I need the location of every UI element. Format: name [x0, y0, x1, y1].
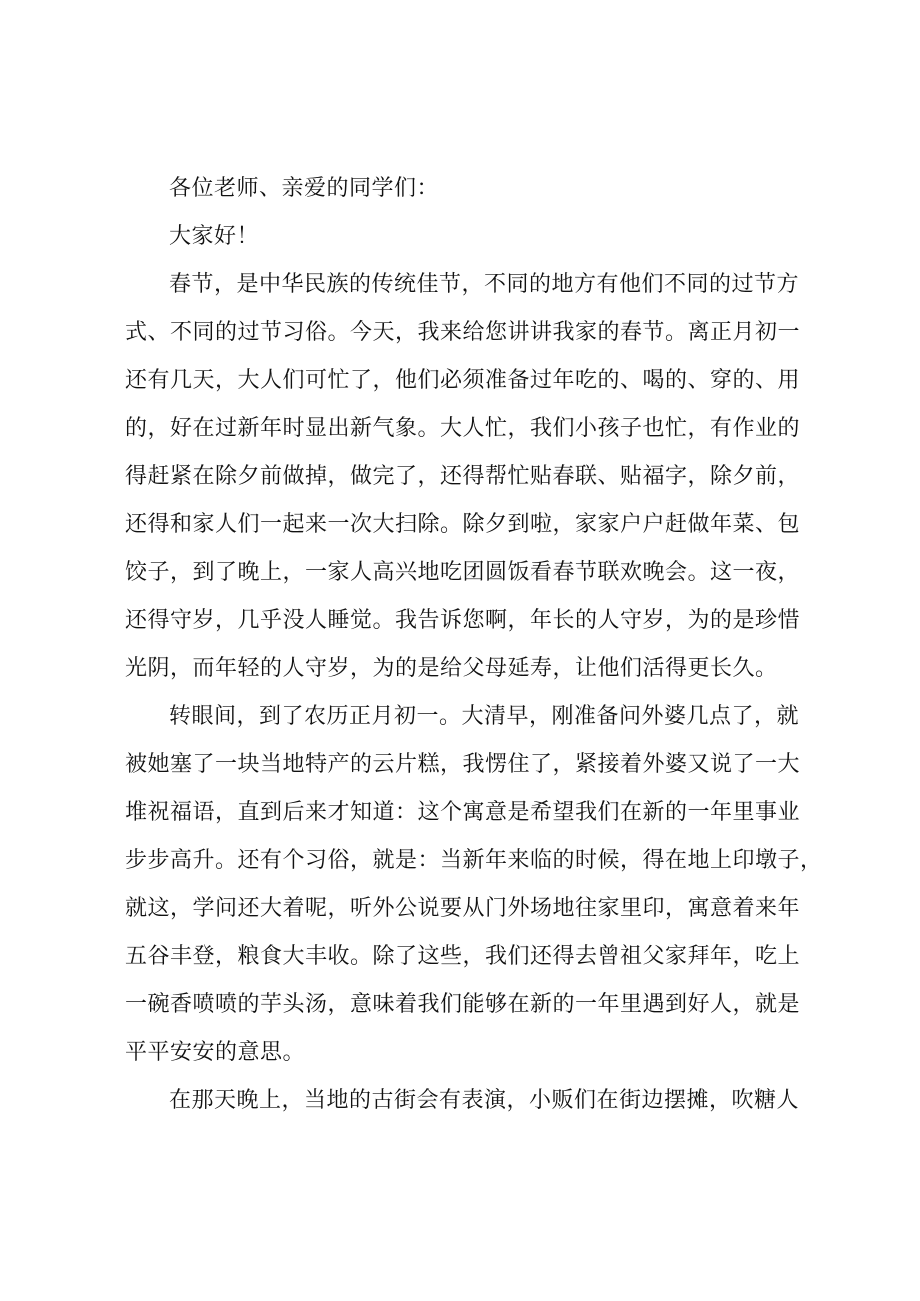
greeting-line: 各位老师、亲爱的同学们：: [169, 176, 440, 201]
paragraph-2-line: 堆祝福语，直到后来才知道：这个寓意是希望我们在新的一年里事业: [125, 800, 801, 825]
paragraph-2-line: 被她塞了一块当地特产的云片糕，我愣住了，紧接着外婆又说了一大: [125, 752, 801, 777]
paragraph-2-line: 步步高升。还有个习俗，就是：当新年来临的时候，得在地上印墩子，: [125, 848, 823, 873]
paragraph-1-line: 式、不同的过节习俗。今天，我来给您讲讲我家的春节。离正月初一: [125, 320, 801, 345]
paragraph-2-line: 五谷丰登，粮食大丰收。除了这些，我们还得去曾祖父家拜年，吃上: [125, 944, 801, 969]
paragraph-1-line: 的，好在过新年时显出新气象。大人忙，我们小孩子也忙，有作业的: [125, 416, 801, 441]
paragraph-2-line: 一碗香喷喷的芋头汤，意味着我们能够在新的一年里遇到好人，就是: [125, 992, 801, 1017]
paragraph-2-line: 转眼间，到了农历正月初一。大清早，刚准备问外婆几点了，就: [169, 704, 800, 729]
paragraph-1-line: 还得守岁，几乎没人睡觉。我告诉您啊，年长的人守岁，为的是珍惜: [125, 608, 801, 633]
paragraph-1-line: 还得和家人们一起来一次大扫除。除夕到啦，家家户户赶做年菜、包: [125, 512, 801, 537]
paragraph-1-line: 光阴，而年轻的人守岁，为的是给父母延寿，让他们活得更长久。: [125, 656, 778, 681]
paragraph-1-line: 得赶紧在除夕前做掉，做完了，还得帮忙贴春联、贴福字，除夕前，: [125, 464, 801, 489]
paragraph-1-line: 春节，是中华民族的传统佳节，不同的地方有他们不同的过节方: [169, 272, 800, 297]
paragraph-3-line: 在那天晚上，当地的古街会有表演，小贩们在街边摆摊，吹糖人: [169, 1088, 800, 1113]
salutation-line: 大家好！: [169, 224, 260, 249]
paragraph-2-line: 平平安安的意思。: [125, 1040, 306, 1065]
speech-text: [125, 168, 825, 1122]
paragraph-2-line: 就这，学问还大着呢，听外公说要从门外场地往家里印，寓意着来年: [125, 896, 801, 921]
paragraph-1-line: 还有几天，大人们可忙了，他们必须准备过年吃的、喝的、穿的、用: [125, 368, 801, 393]
paragraph-1-line: 饺子，到了晚上，一家人高兴地吃团圆饭看春节联欢晚会。这一夜，: [125, 560, 801, 585]
